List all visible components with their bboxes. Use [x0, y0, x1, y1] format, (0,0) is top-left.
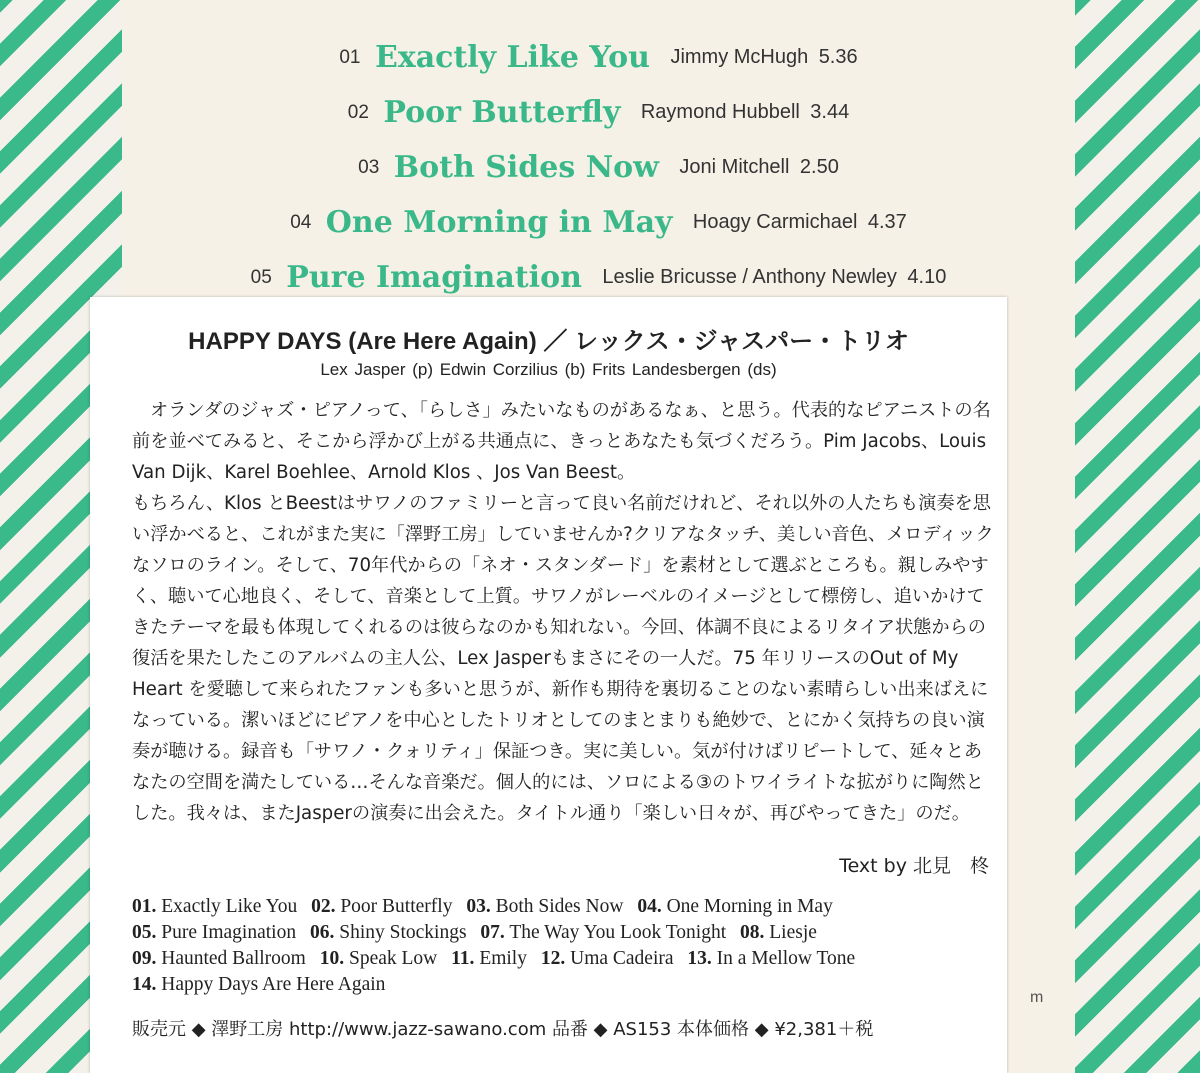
list-item-number: 03. [466, 896, 491, 917]
list-item-title: Poor Butterfly [340, 896, 453, 917]
track-duration: 4.10 [907, 266, 947, 288]
list-item [451, 948, 527, 969]
obi-insert-card [90, 297, 1007, 1073]
track-duration: 3.44 [810, 101, 850, 123]
track-number: 02 [347, 101, 369, 123]
track-composer: Jimmy McHugh [670, 46, 809, 68]
list-item-number: 09. [132, 948, 157, 969]
list-item [541, 948, 674, 969]
track-title: Pure Imagination [286, 260, 582, 295]
list-item-number: 13. [687, 948, 712, 969]
track-composer: Leslie Bricusse / Anthony Newley [602, 266, 897, 288]
list-item-number: 11. [451, 948, 475, 969]
liner-paragraph: もちろん、Klos とBeestはサワノのファミリーと言って良い名前だけれど、それ以外の人たちも演奏を思い浮かべると、これがまた実に「澤野工房」していませんか?クリアなタッチ、美しい音色、メロディックなソロのライン。そして、70年代からの「ネオ・スタンダード」を素材として選ぶところも。親しみやすく、聴いて心地良く、そして、音楽として上質。サワノがレーベルのイメージとして標傍し、追いかけてきたテーマを最も体現してくれるのは彼らなのかも知れない。今回、体調不良によるリタイア状態からの復活を果たしたこのアルバムの主人公、Lex Jasperもまさにその一人だ。75 年リリースのOut of My Heart を愛聴して来られたファンも多いと思うが、新作も期待を裏切ることのない素晴らしい出来ばえになっている。潔いほどにピアノを中心としたトリオとしてのまとまりも絶妙で、とにかく気持ちの良い演奏が聴ける。録音も「サワノ・クォリティ」保証つき。実に美しい。気が付けばリピートして、延々とあなたの空間を満たしている…そんな音楽だ。個人的には、ソロによる③のトワイライトな拡がりに陶然とした。我々は、またJasperの演奏に出会えた。タイトル通り「楽しい日々が、再びやってきた」のだ。 [132, 493, 994, 824]
tracklist-line [132, 894, 1002, 920]
list-item [310, 922, 467, 943]
track-number: 05 [250, 266, 272, 288]
liner-paragraph: オランダのジャズ・ピアノって、「らしさ」みたいなものがあるなぁ、と思う。代表的なピアニストの名前を並べてみると、そこから浮かび上がる共通点に、きっとあなたも気づくだろう。Pim Jacobs、Louis Van Dijk、Karel Boehlee、Arnold Klos 、Jos Van Beest。 [132, 400, 991, 483]
band-members: Lex Jasper (p) Edwin Corzilius (b) Frits Landesbergen (ds) [320, 360, 777, 379]
track-row [122, 150, 1075, 185]
tracklist-line [132, 972, 1002, 998]
list-item-title: In a Mellow Tone [716, 948, 856, 969]
list-item-number: 08. [740, 922, 765, 943]
liner-notes [132, 395, 994, 829]
list-item-title: Emily [479, 948, 527, 969]
list-item [132, 896, 297, 917]
list-item [480, 922, 726, 943]
list-item-number: 05. [132, 922, 157, 943]
list-item-number: 14. [132, 974, 157, 995]
list-item-title: Happy Days Are Here Again [161, 974, 386, 995]
list-item-number: 02. [311, 896, 336, 917]
track-composer: Raymond Hubbell [640, 101, 800, 123]
list-item [466, 896, 623, 917]
list-item-number: 07. [480, 922, 505, 943]
list-item [132, 948, 306, 969]
list-item-title: The Way You Look Tonight [509, 922, 727, 943]
track-title: One Morning in May [325, 205, 673, 240]
list-item [132, 922, 296, 943]
list-item-number: 12. [540, 948, 566, 969]
publisher-footer: 販売元 ◆ 澤野工房 http://www.jazz-sawano.com 品番 ◆ AS153 本体価格 ◆ ¥2,381＋税 [132, 1019, 874, 1040]
track-row [122, 40, 1075, 75]
track-row [122, 205, 1075, 240]
list-item-number: 10. [319, 948, 345, 969]
track-composer: Hoagy Carmichael [692, 211, 858, 233]
track-title: Both Sides Now [393, 150, 659, 185]
list-item-title: One Morning in May [666, 896, 833, 917]
list-item [132, 974, 385, 995]
text-credit: Text by 北見 柊 [839, 855, 989, 877]
list-item [740, 922, 817, 943]
track-number: 04 [290, 211, 312, 233]
track-duration: 2.50 [799, 156, 839, 178]
track-duration: 4.37 [867, 211, 907, 233]
tracklist-line [132, 920, 1002, 946]
list-item-title: Shiny Stockings [339, 922, 467, 943]
list-item-title: Liesje [769, 922, 817, 943]
track-title: Poor Butterfly [383, 95, 621, 130]
track-composer: Joni Mitchell [679, 156, 790, 178]
track-duration: 5.36 [818, 46, 858, 68]
album-title: HAPPY DAYS (Are Here Again) ／ レックス・ジャスパー・トリオ [188, 328, 909, 355]
list-item-title: Uma Cadeira [570, 948, 674, 969]
list-item-number: 04. [637, 896, 662, 917]
full-tracklist [132, 894, 1002, 998]
list-item [320, 948, 438, 969]
track-number: 01 [339, 46, 361, 68]
list-item-title: Exactly Like You [161, 896, 298, 917]
list-item [687, 948, 855, 969]
list-item-title: Speak Low [348, 948, 438, 969]
tracklist-line [132, 946, 1002, 972]
track-row [122, 95, 1075, 130]
list-item [637, 896, 833, 917]
edge-text: m [1030, 989, 1044, 1006]
list-item-title: Both Sides Now [495, 896, 624, 917]
track-title: Exactly Like You [374, 40, 650, 75]
list-item-number: 01. [132, 896, 157, 917]
list-item-title: Haunted Ballroom [161, 948, 306, 969]
list-item-number: 06. [309, 922, 335, 943]
list-item-title: Pure Imagination [161, 922, 297, 943]
list-item [311, 896, 452, 917]
track-number: 03 [358, 156, 380, 178]
right-stripe-border [1075, 0, 1200, 1073]
track-row [122, 260, 1075, 295]
